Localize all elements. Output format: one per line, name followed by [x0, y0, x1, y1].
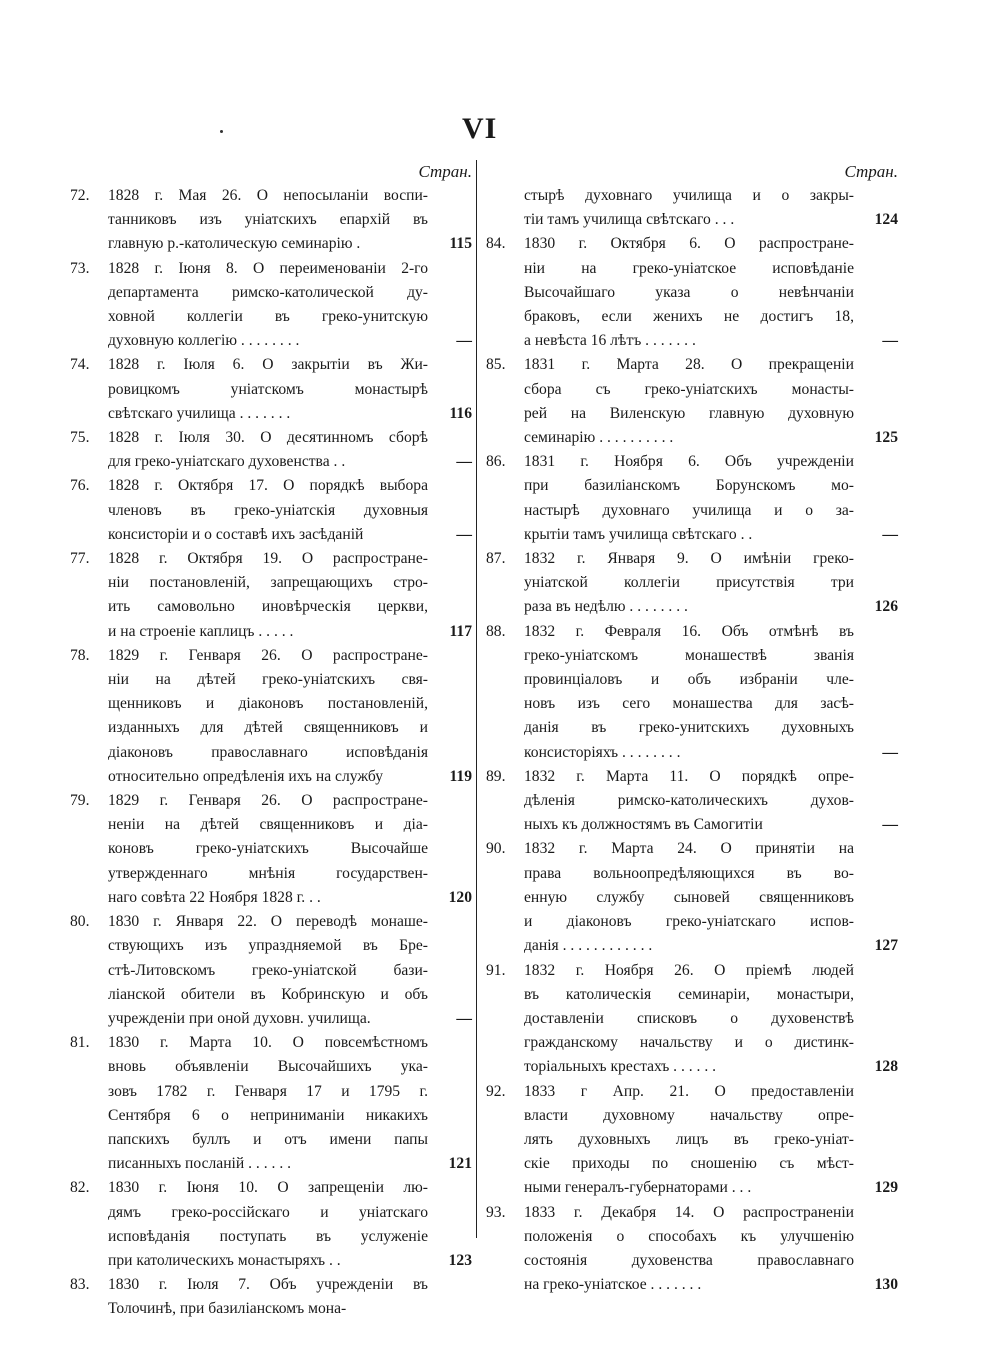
entry-text-line: 1828 г. Іюня 8. О переименованіи 2-го — [108, 259, 428, 277]
toc-entry — [486, 765, 898, 838]
print-speck — [220, 130, 223, 133]
entry-number: 77. — [70, 550, 90, 568]
entry-text-line: положенія о способахъ къ улучшенію — [524, 1227, 854, 1245]
toc-entry — [486, 1201, 898, 1298]
entry-number: 81. — [70, 1034, 90, 1052]
entry-text-line: главную р.-католическую семинарію . — [108, 235, 361, 253]
entry-text-line: 1830 г. Іюля 7. Объ учрежденіи въ — [108, 1276, 428, 1294]
toc-entry — [486, 837, 898, 958]
entry-page-ref: — — [882, 525, 898, 543]
toc-entry — [486, 353, 898, 450]
toc-entry — [70, 547, 472, 644]
entry-text-line: свѣтскаго училища . . . . . . . — [108, 404, 291, 422]
entry-text-line: папскихъ буллъ и отъ имени папы — [108, 1130, 428, 1148]
entry-number: 80. — [70, 913, 90, 931]
entry-text-line: данія въ греко-унитскихъ духовныхъ — [524, 719, 854, 737]
entry-page-ref: 130 — [874, 1276, 898, 1294]
entry-text-line: 1829 г. Генваря 26. О распростране- — [108, 792, 428, 810]
entry-number: 75. — [70, 429, 90, 447]
entry-text-line: данія . . . . . . . . . . . . — [524, 937, 653, 955]
entry-text-line: діаконовъ православнаго исповѣданія — [108, 743, 428, 761]
entry-text-line: енную службу сыновей священниковъ — [524, 888, 854, 906]
entry-text-line: ніи постановленій, запрещающихъ стро- — [108, 574, 428, 592]
entry-text-line: учрежденіи при оной духовн. училища. — [108, 1009, 371, 1027]
entry-number: 90. — [486, 840, 506, 858]
entry-text-line: 1828 г. Мая 26. О непосыланіи воспи- — [108, 187, 428, 204]
entry-page-ref: 128 — [874, 1058, 898, 1076]
entry-page-ref: 129 — [874, 1179, 898, 1197]
entry-text-line: ствующихъ изъ упраздняемой въ Бре- — [108, 937, 428, 955]
entry-text-line: при католическихъ монастыряхъ . . — [108, 1251, 341, 1269]
entry-page-ref: — — [456, 525, 472, 543]
entry-text-line: уніатской коллегіи присутствія три — [524, 574, 854, 592]
entry-text-line: щенниковъ и діаконовъ постановленій, — [108, 695, 428, 713]
entry-text-line: греко-уніатскомъ монашествѣ званія — [524, 646, 854, 664]
toc-entry — [70, 789, 472, 910]
toc-entry — [486, 184, 898, 232]
entry-text-line: и діаконовъ греко-уніатскаго испов- — [524, 913, 854, 931]
toc-entry — [70, 1031, 472, 1176]
toc-entry — [70, 910, 472, 1031]
entry-text-line: стѣ-Литовскомъ греко-уніатской бази- — [108, 961, 428, 979]
entry-text-line: рей на Виленскую главную духовную — [524, 404, 854, 422]
entry-text-line: для греко-уніатскаго духовенства . . — [108, 453, 346, 471]
entry-number: 91. — [486, 961, 506, 979]
right-column-header: Стран. — [844, 162, 898, 181]
toc-entry — [486, 1080, 898, 1201]
entry-text-line: консисторіи и о составѣ ихъ засѣданій — [108, 525, 364, 543]
entry-text-line: Сентября 6 о непринимaніи никакихъ — [108, 1106, 428, 1124]
entry-text-line: дѣленія римско-католическихъ духов- — [524, 792, 854, 810]
entry-text-line: 1828 г. Іюля 30. О десятинномъ сборѣ — [108, 429, 428, 447]
entry-number: 78. — [70, 646, 90, 664]
entry-number: 83. — [70, 1276, 90, 1294]
toc-entry — [486, 959, 898, 1080]
entry-number: 72. — [70, 187, 90, 204]
entry-text-line: 1830 г. Іюня 10. О запрещеніи лю- — [108, 1179, 428, 1197]
entry-text-line: настырѣ духовнаго училища и о за- — [524, 501, 854, 519]
entry-text-line: 1828 г. Октября 17. О порядкѣ выбора — [108, 477, 428, 495]
entry-page-ref: — — [882, 332, 898, 350]
right-entries-list — [486, 232, 898, 1297]
entry-text-line: писанныхъ посланій . . . . . . — [108, 1155, 292, 1173]
toc-entry — [486, 450, 898, 547]
entry-text-line: утвержденнаго мнѣнія государствен- — [108, 864, 428, 882]
entry-page-ref: 117 — [449, 622, 472, 640]
entry-text-line: 1830 г. Января 22. О переводѣ монаше- — [108, 913, 428, 931]
entry-page-ref: 116 — [449, 404, 472, 422]
entry-number: 79. — [70, 792, 90, 810]
entry-number: 85. — [486, 356, 506, 374]
entry-text-line: вновь объявленіи Высочайшихъ ука- — [108, 1058, 428, 1076]
entry-text-line: 1833 г Апр. 21. О предоставленіи — [524, 1082, 854, 1100]
entry-page-ref: — — [456, 1009, 472, 1027]
entry-text-line: дямъ греко-россійскаго и уніатскаго — [108, 1203, 428, 1221]
entry-text-line: 1830 г. Марта 10. О повсемѣстномъ — [108, 1034, 428, 1052]
entry-text-line: ліанской обители въ Кобринскую и объ — [108, 985, 428, 1003]
entry-text-line: 1832 г. Марта 24. О принятіи на — [524, 840, 854, 858]
entry-text-line: ныхъ къ должностямъ въ Самогитіи — [524, 816, 763, 834]
left-column-header: Стран. — [418, 162, 472, 181]
entry-text-line: лять духовныхъ лицъ въ греко-уніат- — [524, 1130, 854, 1148]
entry-text-line: и на строеніе каплицъ . . . . . — [108, 622, 294, 640]
entry-text-line: крытіи тамъ училища свѣтскаго . . — [524, 525, 753, 543]
entry-text-line: 1831 г. Марта 28. О прекращеніи — [524, 356, 854, 374]
entry-text-line: браковъ, если женихъ не достигъ 18, — [524, 308, 854, 326]
entry-text-line: раза въ недѣлю . . . . . . . . — [524, 598, 688, 616]
entry-page-ref: 126 — [874, 598, 898, 616]
entry-text-line: изданныхъ для дѣтей священниковъ и — [108, 719, 428, 737]
entry-text-line: власти духовному начальству опре- — [524, 1106, 854, 1124]
entry-text-line: доставленіи списковъ о духовенствѣ — [524, 1009, 854, 1027]
toc-entry — [70, 1176, 472, 1273]
entry-page-ref: — — [456, 332, 472, 350]
left-entries-list — [70, 184, 472, 1322]
entry-text-line: провинціаловъ и объ избраніи чле- — [524, 671, 854, 689]
entry-page-ref: 124 — [874, 211, 898, 229]
entry-number: 73. — [70, 259, 90, 277]
entry-text-line: танниковъ изъ уніатскихъ епархій въ — [108, 211, 428, 229]
entry-text-line: тіи тамъ училища свѣтскаго . . . — [524, 211, 735, 229]
toc-entry — [486, 232, 898, 353]
entry-text-line: коновъ греко-уніатскихъ Высочайше — [108, 840, 428, 858]
entry-text-line: 1833 г. Декабря 14. О распространеніи — [524, 1203, 854, 1221]
entry-text-line: членовъ въ греко-уніатскія духовныя — [108, 501, 428, 519]
entry-text-line: сбора съ греко-уніатскихъ монасты- — [524, 380, 854, 398]
entry-page-ref: — — [882, 743, 898, 761]
entry-text-line: 1831 г. Ноября 6. Объ учрежденіи — [524, 453, 854, 471]
entry-text-line: 1832 г. Февраля 16. Объ отмѣнѣ въ — [524, 622, 854, 640]
right-column — [486, 160, 898, 1297]
entry-text-line: департамента римско-католической ду- — [108, 283, 428, 301]
entry-text-line: консисторіяхъ . . . . . . . . — [524, 743, 681, 761]
entry-text-line: при базиліанскомъ Борунскомъ мо- — [524, 477, 854, 495]
entry-page-ref: 115 — [449, 235, 472, 253]
entry-page-ref: 120 — [448, 888, 472, 906]
entry-page-ref: 127 — [874, 937, 898, 955]
entry-text-line: гражданскому начальству и о дистинк- — [524, 1034, 854, 1052]
entry-number: 87. — [486, 550, 506, 568]
toc-entry — [486, 620, 898, 765]
entry-page-ref: 119 — [449, 767, 472, 785]
left-column — [70, 160, 472, 1322]
entry-page-ref: 121 — [448, 1155, 472, 1173]
right-continuation — [486, 184, 898, 232]
page-number: VI — [462, 112, 498, 145]
toc-entry — [70, 644, 472, 789]
entry-text-line: на греко-уніатское . . . . . . . — [524, 1276, 702, 1294]
entry-page-ref: — — [456, 453, 472, 471]
column-divider — [476, 160, 477, 1238]
entry-text-line: новъ изъ сего монашества для засѣ- — [524, 695, 854, 713]
entry-text-line: права вольноопредѣляющихся въ во- — [524, 864, 854, 882]
entry-page-ref: 125 — [874, 429, 898, 447]
toc-entry — [70, 257, 472, 354]
entry-text-line: ить самовольно иновѣрческія церкви, — [108, 598, 428, 616]
entry-text-line: стырѣ духовнаго училища и о закры- — [524, 187, 854, 204]
entry-text-line: ровицкомъ уніатскомъ монастырѣ — [108, 380, 428, 398]
entry-page-ref: 123 — [448, 1251, 472, 1269]
entry-text-line: духовную коллегію . . . . . . . . — [108, 332, 300, 350]
entry-text-line: 1830 г. Октября 6. О распростране- — [524, 235, 854, 253]
entry-number: 88. — [486, 622, 506, 640]
entry-text-line: 1828 г. Іюля 6. О закрытіи въ Жи- — [108, 356, 428, 374]
entry-number: 74. — [70, 356, 90, 374]
entry-text-line: торіальныхъ крестахъ . . . . . . — [524, 1058, 717, 1076]
entry-text-line: 1832 г. Марта 11. О порядкѣ опре- — [524, 767, 854, 785]
toc-entry — [70, 353, 472, 426]
entry-text-line: ніи на греко-уніатское исповѣданіе — [524, 259, 854, 277]
entry-text-line: скіе приходы по сношенію съ мѣст- — [524, 1155, 854, 1173]
entry-text-line: Толочинѣ, при базиліанскомъ мона- — [108, 1300, 347, 1318]
entry-number: 89. — [486, 767, 506, 785]
toc-entry — [70, 474, 472, 547]
entry-text-line: зовъ 1782 г. Генваря 17 и 1795 г. — [108, 1082, 428, 1100]
entry-number: 86. — [486, 453, 506, 471]
entry-number: 92. — [486, 1082, 506, 1100]
entry-text-line: состоянія духовенства православнаго — [524, 1251, 854, 1269]
entry-text-line: ховной коллегіи въ греко-унитскую — [108, 308, 428, 326]
entry-number: 76. — [70, 477, 90, 495]
toc-entry — [70, 426, 472, 474]
entry-text-line: Высочайшаго указа о невѣнчаніи — [524, 283, 854, 301]
entry-text-line: исповѣданія поступать въ услуженіе — [108, 1227, 428, 1245]
entry-text-line: ными генералъ-губернаторами . . . — [524, 1179, 752, 1197]
entry-text-line: 1829 г. Генваря 26. О распростране- — [108, 646, 428, 664]
toc-entry — [70, 1273, 472, 1321]
entry-text-line: 1828 г. Октября 19. О распростране- — [108, 550, 428, 568]
toc-entry — [70, 184, 472, 257]
entry-page-ref: — — [882, 816, 898, 834]
entry-number: 82. — [70, 1179, 90, 1197]
entry-text-line: 1832 г. Января 9. О имѣніи греко- — [524, 550, 854, 568]
entry-text-line: а невѣста 16 лѣтъ . . . . . . . — [524, 332, 696, 350]
entry-text-line: наго совѣта 22 Ноября 1828 г. . . — [108, 888, 321, 906]
entry-text-line: ніи на дѣтей греко-уніатскихъ свя- — [108, 671, 428, 689]
toc-entry — [486, 547, 898, 620]
entry-number: 84. — [486, 235, 506, 253]
entry-text-line: 1832 г. Ноября 26. О пріемѣ людей — [524, 961, 854, 979]
entry-text-line: въ католическія семинаріи, монастыри, — [524, 985, 854, 1003]
entry-text-line: относительно опредѣленія ихъ на службу — [108, 767, 384, 785]
entry-text-line: неніи на дѣтей священниковъ и діа- — [108, 816, 428, 834]
entry-text-line: семинарію . . . . . . . . . . — [524, 429, 674, 447]
entry-number: 93. — [486, 1203, 506, 1221]
